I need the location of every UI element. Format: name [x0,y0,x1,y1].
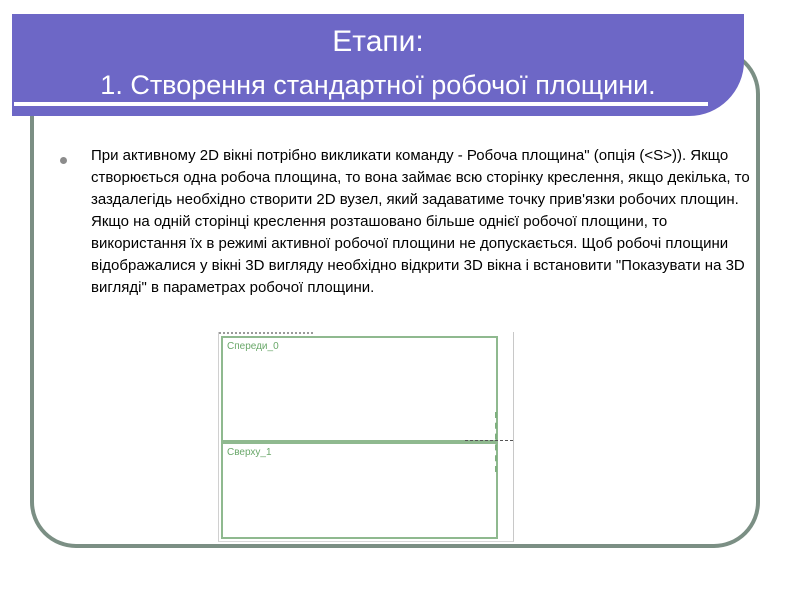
workplane-top-label: Сверху_1 [227,447,272,458]
workplane-front-label: Спереди_0 [227,341,279,352]
anchor-vertical-line [495,412,497,472]
workplane-front [221,336,498,442]
body-paragraph: При активному 2D вікні потрібно викликати команду - Робоча площина" (опція (<S>)). Якщо створюється одна робоча площина, то вона займає всю сторінку креслення, якщо декілька, то заздалегідь необхідно створити 2D вузел, який задаватиме точку прив'язки робочих площин. Якщо на одній сторінці креслення розташовано більше однієї робочої площини, то використання їх в режимі активної робочої площини не допускається. Щоб робочі площини відображалися у вікні 3D вигляду необхідно відкрити 3D вікна і встановити "Показувати на 3D вигляді" в параметрах робочої площини. [91,147,750,296]
workplane-top [221,442,498,539]
ruler-tick-marks [219,332,313,334]
slide-title: Етапи: [332,25,424,58]
title-underline [14,102,708,106]
slide-subtitle: 1. Створення стандартної робочої площини. [100,70,656,100]
anchor-horizontal-line [465,440,513,441]
workplane-screenshot [218,332,514,542]
bullet-icon [60,157,67,164]
